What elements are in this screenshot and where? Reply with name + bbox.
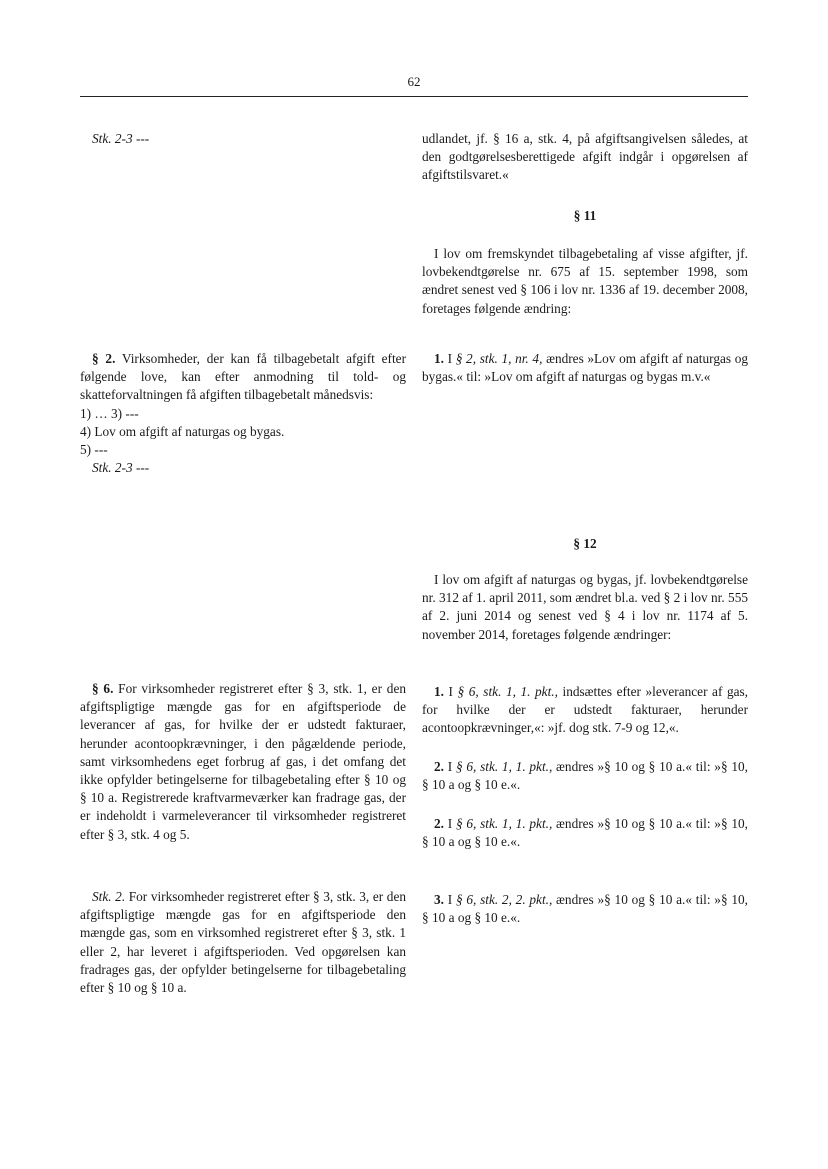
- right-continuation: [422, 130, 748, 185]
- amendment-11-1: [422, 350, 748, 386]
- page-number: 62: [407, 74, 421, 89]
- amendment-ref: § 6, stk. 1, 1. pkt.,: [455, 816, 553, 831]
- left-stk-2-3-top: [80, 130, 406, 148]
- amendment-text: ændres »§ 10 og § 10 a.« til: »§ 10, § 10 a og § 10 e.«.: [422, 816, 748, 850]
- amendment-ref: § 2, stk. 1, nr. 4,: [455, 351, 543, 366]
- amendment-12-2a: [422, 758, 748, 794]
- amendment-pre: I: [443, 351, 456, 366]
- amendment-pre: I: [443, 816, 456, 831]
- amendment-number: 1.: [434, 351, 444, 366]
- left-section-6-stk-2: [80, 888, 406, 997]
- amendment-ref: § 6, stk. 1, 1. pkt.,: [457, 684, 558, 699]
- amendment-text: indsættes efter »leverancer af gas, for hvilke der er udstedt fakturaer, herunder acontoopkrævninger,«: »jf. dog stk. 7-9 og 12,«.: [422, 684, 748, 736]
- amendment-pre: I: [443, 892, 456, 907]
- amendment-number: 2.: [434, 759, 444, 774]
- list-item-4: 4) Lov om afgift af naturgas og bygas.: [80, 423, 285, 439]
- amendment-text: ændres »§ 10 og § 10 a.« til: »§ 10, § 10 a og § 10 e.«.: [422, 892, 748, 926]
- stk-label: Stk. 2-3 ---: [92, 131, 150, 146]
- section-text: For virksomheder registreret efter § 3, stk. 1, er den afgiftspligtige mængde gas for en afgiftsperiode de leverancer af gas, for hvilke der er udstedt fakturaer, herunder acontoopkrævninger, i den pågældende periode, samt virksomhedens eget forbrug af gas, i det omfang det ikke opfylder betingelserne for tilbagebetaling efter § 10 og § 10 a. Registrerede kraftvarmeværker kan fradrage gas, der er indeholdt i varmeleverancer til virksomheder registreret efter § 3, stk. 4 og 5.: [80, 681, 406, 842]
- section-12-heading: § 12: [573, 536, 597, 551]
- left-section-2: [80, 350, 406, 477]
- header-rule: [80, 96, 748, 97]
- left-section-6: [80, 680, 406, 844]
- amendment-ref: § 6, stk. 2, 2. pkt.,: [455, 892, 553, 907]
- section-text: Virksomheder, der kan få tilbagebetalt afgift efter følgende love, kan efter anmodning til told- og skatteforvaltningen få afgiften tilbagebetalt månedsvis:: [80, 351, 407, 403]
- amendment-pre: I: [443, 759, 456, 774]
- section-12-intro: [422, 571, 748, 644]
- continuation-text: udlandet, jf. § 16 a, stk. 4, på afgiftsangivelsen således, at den godtgørelsesberettigede afgift indgår i opgørelsen af afgiftstilsvaret.«: [422, 131, 748, 183]
- amendment-number: 1.: [434, 684, 444, 699]
- section-number: § 2.: [92, 351, 116, 366]
- amendment-text: ændres »Lov om afgift af naturgas og bygas.« til: »Lov om afgift af naturgas og bygas m.v.«: [422, 351, 748, 385]
- amendment-ref: § 6, stk. 1, 1. pkt.,: [455, 759, 553, 774]
- amendment-number: 2.: [434, 816, 444, 831]
- stk-text: For virksomheder registreret efter § 3, stk. 3, er den afgiftspligtige mængde gas for en afgiftsperiode den mængde gas, som en virksomhed registreret efter § 3, stk. 1 eller 2, har leveret i afgiftsperioden. Ved opgørelsen kan fradrages gas, der opfylder betingelserne for tilbagebetaling efter § 10 og § 10 a.: [80, 889, 406, 996]
- amendment-12-3: [422, 891, 748, 927]
- stk-label: Stk. 2-3 ---: [92, 460, 150, 476]
- amendment-number: 3.: [434, 892, 444, 907]
- section-11-intro: [422, 245, 748, 318]
- amendment-12-1: [422, 683, 748, 738]
- amendment-pre: I: [443, 684, 458, 699]
- list-item-5: 5) ---: [80, 442, 108, 458]
- intro-text: I lov om afgift af naturgas og bygas, jf. lovbekendtgørelse nr. 312 af 1. april 2011, som ændret bl.a. ved § 2 i lov nr. 555 af 2. juni 2014 og senest ved § 4 i lov nr. 1174 af 5. november 2014, foretages følgende ændringer:: [422, 572, 748, 642]
- intro-text: I lov om fremskyndet tilbagebetaling af visse afgifter, jf. lovbekendtgørelse nr. 675 af 15. september 1998, som ændret senest ved § 106 i lov nr. 1336 af 19. december 2008, foretages følgende ændring:: [422, 246, 748, 316]
- section-number: § 6.: [92, 681, 114, 696]
- amendment-12-2b: [422, 815, 748, 851]
- stk-label: Stk. 2.: [92, 889, 126, 904]
- section-11-heading: § 11: [573, 208, 597, 223]
- amendment-text: ændres »§ 10 og § 10 a.« til: »§ 10, § 10 a og § 10 e.«.: [422, 759, 748, 793]
- list-item-1-3: 1) … 3) ---: [80, 405, 139, 421]
